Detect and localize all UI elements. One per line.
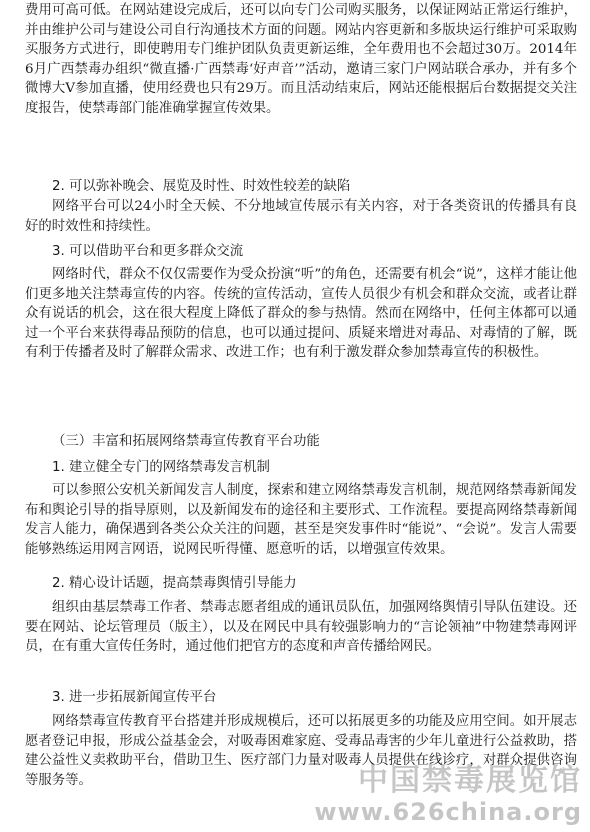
watermark-title: 中国禁毒展览馆: [358, 763, 582, 798]
subheading-topics: 2. 精心设计话题，提高禁毒舆情引导能力: [52, 576, 297, 591]
watermark-url: www.626china.org: [314, 798, 582, 826]
paragraph-24-hours: 网络平台可以24小时全天候、不分地域宣传展示有关内容，对于各类资讯的传播具有良好的时效性和持续性。: [25, 199, 577, 234]
paragraph-network-era: 网络时代，群众不仅仅需要作为受众扮演“听”的角色，还需要有机会“说”，这样才能让他们更多地关注禁毒宣传的内容。传统的宣传活动，宣传人员很少有机会和群众交流，或者让群众有说话的机会，这在很大程度上降低了群众的参与热情。然而在网络中，任何主体都可以通过一个平台来获得毒品预防的信息，也可以通过提问、质疑来增进对毒品、对毒情的了解，既有利于传播者及时了解群众需求、改进工作；也有利于激发群众参加禁毒宣传的积极性。: [25, 267, 577, 361]
paragraph-website-cost: 费用可高可低。在网站建设完成后，还可以向专门公司购买服务，以保证网站正常运行维护，并由维护公司与建设公司自行沟通技术方面的问题。网站内容更新和多版块运行维护可采取购买服务方式进行，即使聘用专门维护团队负责更新运维，全年费用也不会超过30万。2014年6月广西禁毒办组织“微直播·广西禁毒‘好声音’”活动，邀请三家门户网站联合承办，并有多个微博大V参加直播，使用经费也只有29万。而且活动结束后，网站还能根据后台数据提交关注度报告，使禁毒部门能准确掌握宣传效果。: [25, 3, 577, 116]
subheading-spokesperson: 1. 建立健全专门的网络禁毒发言机制: [52, 460, 270, 475]
subheading-news-platform: 3. 进一步拓展新闻宣传平台: [52, 690, 217, 705]
section-heading-platform-functions: （三）丰富和拓展网络禁毒宣传教育平台功能: [52, 434, 320, 449]
paragraph-spokesperson: 可以参照公安机关新闻发言人制度，探索和建立网络禁毒发言机制，规范网络禁毒新闻发布和舆论引导的指导原则，以及新闻发布的途径和主要形式、工作流程。要提高网络禁毒新闻发言人能力，确保遇到各类公众关注的问题，甚至是突发事件时“能说”、“会说”。发言人需要能够熟练运用网言网语，说网民听得懂、愿意听的话，以增强宣传效果。: [25, 483, 577, 557]
paragraph-news-platform: 网络禁毒宣传教育平台搭建并形成规模后，还可以拓展更多的功能及应用空间。如开展志愿者登记申报，形成公益基金会，对吸毒困难家庭、受毒品毒害的少年儿童进行公益救助，搭建公益性义卖救助平台，借助卫生、医疗部门力量对吸毒人员提供在线诊疗，对群众提供咨询等服务等。: [25, 714, 577, 788]
subheading-timeliness: 2. 可以弥补晚会、展览及时性、时效性较差的缺陷: [52, 179, 351, 194]
paragraph-topics: 组织由基层禁毒工作者、禁毒志愿者组成的通讯员队伍，加强网络舆情引导队伍建设。还要在网站、论坛管理员（版主），以及在网民中具有较强影响力的“言论领袖”中物建禁毒网评员，在有重大宣传任务时，通过他们把官方的态度和声音传播给网民。: [25, 600, 577, 655]
subheading-communication: 3. 可以借助平台和更多群众交流: [52, 244, 244, 259]
